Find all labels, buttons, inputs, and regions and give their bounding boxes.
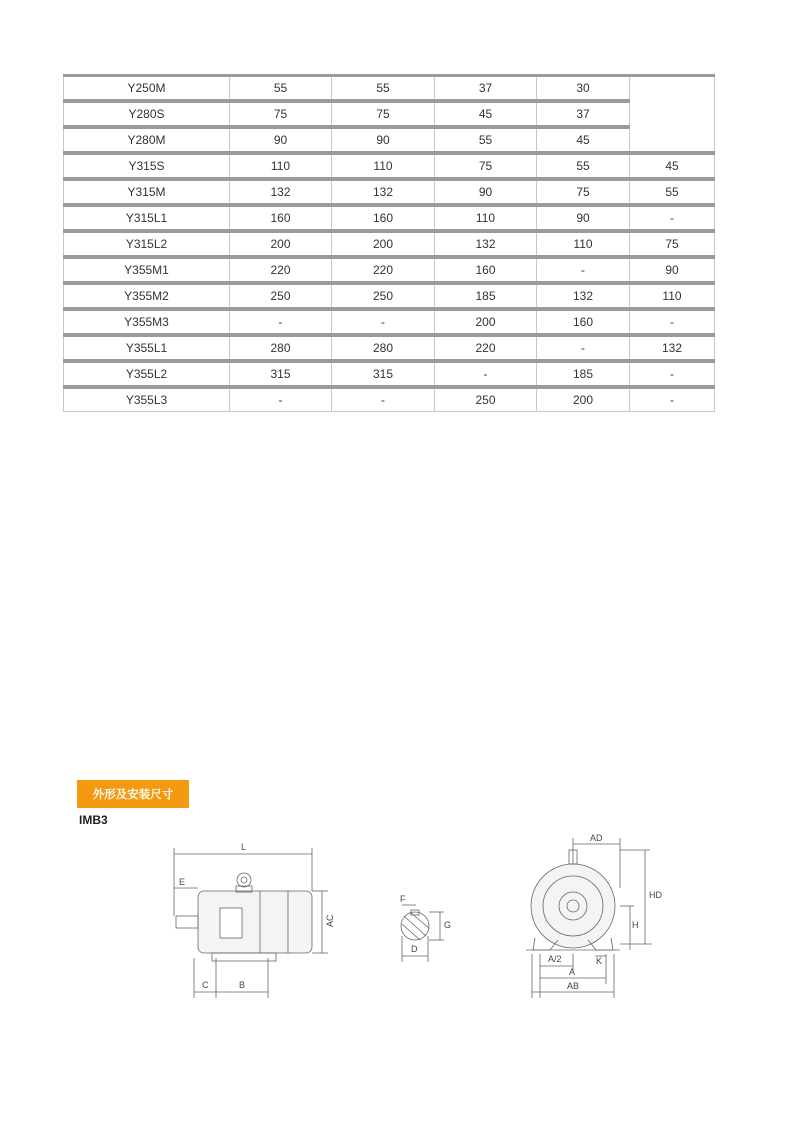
dim-label-d: D — [411, 944, 418, 954]
shaft-section — [401, 905, 444, 962]
value-cell: 160 — [332, 205, 435, 231]
model-cell: Y280M — [64, 127, 230, 153]
table-row — [64, 179, 715, 205]
value-cell: 37 — [435, 76, 537, 102]
value-cell: - — [435, 361, 537, 387]
value-cell: 75 — [537, 179, 630, 205]
value-cell: 200 — [230, 231, 332, 257]
model-cell: Y280S — [64, 101, 230, 127]
value-cell: 160 — [537, 309, 630, 335]
model-cell: Y315L1 — [64, 205, 230, 231]
value-cell: - — [332, 309, 435, 335]
value-cell: 75 — [435, 153, 537, 179]
dim-label-a-half: A/2 — [548, 954, 562, 964]
value-cell: - — [630, 361, 715, 387]
model-cell: Y355M1 — [64, 257, 230, 283]
table-row — [64, 231, 715, 257]
dim-label-hd: HD — [649, 890, 662, 900]
value-cell: 200 — [332, 231, 435, 257]
dim-label-c: C — [202, 980, 209, 990]
value-cell: 250 — [435, 387, 537, 412]
value-cell: 280 — [230, 335, 332, 361]
value-cell: 55 — [230, 76, 332, 102]
table-row — [64, 335, 715, 361]
value-cell: 220 — [230, 257, 332, 283]
end-view — [526, 838, 652, 998]
dim-label-f: F — [400, 894, 406, 904]
table-row — [64, 361, 715, 387]
table-row — [64, 387, 715, 412]
dim-label-ab: AB — [567, 981, 580, 991]
dim-label-k: K — [596, 956, 603, 966]
dim-label-e: E — [179, 877, 186, 887]
empty-cell — [630, 76, 715, 154]
table-row — [64, 101, 715, 127]
value-cell: 200 — [435, 309, 537, 335]
value-cell: 45 — [435, 101, 537, 127]
value-cell: 132 — [630, 335, 715, 361]
dim-label-a: A — [569, 967, 576, 977]
value-cell: 110 — [630, 283, 715, 309]
value-cell: 90 — [230, 127, 332, 153]
dim-label-ac: AC — [325, 914, 335, 927]
value-cell: 37 — [537, 101, 630, 127]
value-cell: - — [537, 335, 630, 361]
table-row — [64, 76, 715, 102]
value-cell: 160 — [435, 257, 537, 283]
dim-label-l: L — [241, 842, 247, 852]
value-cell: 185 — [537, 361, 630, 387]
model-cell: Y355L2 — [64, 361, 230, 387]
value-cell: 110 — [537, 231, 630, 257]
value-cell: 315 — [230, 361, 332, 387]
value-cell: 250 — [332, 283, 435, 309]
model-cell: Y355L1 — [64, 335, 230, 361]
value-cell: - — [332, 387, 435, 412]
value-cell: 30 — [537, 76, 630, 102]
model-cell: Y315M — [64, 179, 230, 205]
value-cell: 110 — [332, 153, 435, 179]
value-cell: - — [630, 309, 715, 335]
value-cell: 110 — [230, 153, 332, 179]
value-cell: 132 — [435, 231, 537, 257]
value-cell: 45 — [537, 127, 630, 153]
value-cell: - — [630, 205, 715, 231]
value-cell: 132 — [332, 179, 435, 205]
value-cell: 90 — [537, 205, 630, 231]
table-row — [64, 127, 715, 153]
table-row — [64, 257, 715, 283]
dim-label-g: G — [444, 920, 452, 930]
dimension-drawing — [140, 828, 680, 1018]
value-cell: - — [537, 257, 630, 283]
value-cell: 90 — [435, 179, 537, 205]
model-cell: Y315S — [64, 153, 230, 179]
dim-label-ad: AD — [590, 833, 603, 843]
value-cell: 132 — [230, 179, 332, 205]
dim-label-h: H — [632, 920, 639, 930]
value-cell: 55 — [332, 76, 435, 102]
value-cell: 75 — [630, 231, 715, 257]
value-cell: 90 — [332, 127, 435, 153]
value-cell: 280 — [332, 335, 435, 361]
model-cell: Y250M — [64, 76, 230, 102]
table-row — [64, 309, 715, 335]
side-view — [174, 848, 328, 998]
value-cell: 315 — [332, 361, 435, 387]
value-cell: 220 — [435, 335, 537, 361]
value-cell: 110 — [435, 205, 537, 231]
value-cell: 185 — [435, 283, 537, 309]
value-cell: 75 — [332, 101, 435, 127]
model-cell: Y355M2 — [64, 283, 230, 309]
value-cell: - — [630, 387, 715, 412]
table-row — [64, 283, 715, 309]
value-cell: 45 — [630, 153, 715, 179]
value-cell: 75 — [230, 101, 332, 127]
section-title: 外形及安装尺寸 — [77, 780, 189, 808]
value-cell: 55 — [435, 127, 537, 153]
dim-label-b: B — [239, 980, 246, 990]
table-row — [64, 205, 715, 231]
value-cell: - — [230, 387, 332, 412]
value-cell: 250 — [230, 283, 332, 309]
value-cell: 200 — [537, 387, 630, 412]
motor-power-table — [63, 74, 715, 412]
value-cell: 132 — [537, 283, 630, 309]
value-cell: 160 — [230, 205, 332, 231]
model-cell: Y315L2 — [64, 231, 230, 257]
table-row — [64, 153, 715, 179]
mounting-type-label: IMB3 — [79, 813, 108, 827]
value-cell: 55 — [537, 153, 630, 179]
value-cell: 220 — [332, 257, 435, 283]
model-cell: Y355M3 — [64, 309, 230, 335]
value-cell: 55 — [630, 179, 715, 205]
model-cell: Y355L3 — [64, 387, 230, 412]
value-cell: 90 — [630, 257, 715, 283]
value-cell: - — [230, 309, 332, 335]
